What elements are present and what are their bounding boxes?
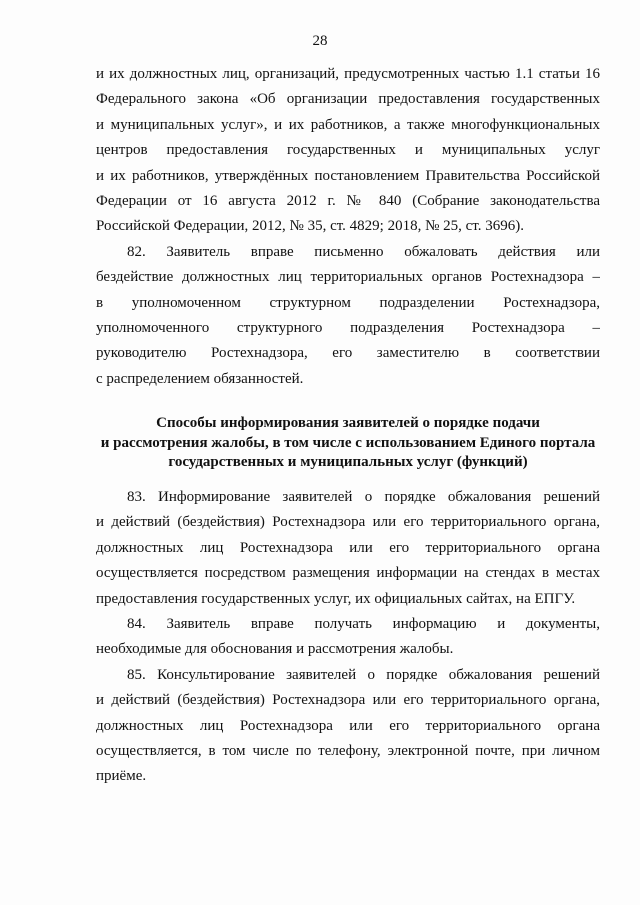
text-line: в уполномоченном структурном подразделении Ростехнадзора, xyxy=(96,294,600,311)
paragraph-83 xyxy=(96,485,600,612)
text-line: должностных лиц Ростехнадзора или его территориального органа xyxy=(96,717,600,734)
text-line: и муниципальных услуг», и их работников, а также многофункциональных xyxy=(96,116,600,133)
text-line: и их должностных лиц, организаций, предусмотренных частью 1.1 статьи 16 xyxy=(96,66,600,82)
text-line: бездействие должностных лиц территориальных органов Ростехнадзора – xyxy=(96,269,600,286)
heading-line: государственных и муниципальных услуг (функций) xyxy=(168,454,528,470)
text-line: осуществляется посредством размещения информации на стендах в местах xyxy=(96,565,600,582)
text-line: 82. Заявитель вправе письменно обжаловать действия или xyxy=(127,243,600,260)
text-line: уполномоченного структурного подразделения Ростехнадзора – xyxy=(96,319,600,336)
text-line: должностных лиц Ростехнадзора или его территориального органа xyxy=(96,539,600,556)
text-line: и действий (бездействия) Ростехнадзора или его территориального органа, xyxy=(96,692,600,709)
text-line: приёме. xyxy=(96,768,147,785)
text-line: предоставления государственных услуг, их официальных сайтах, на ЕПГУ. xyxy=(96,590,576,607)
text-line: руководителю Ростехнадзора, его заместителю в соответствии xyxy=(96,345,600,362)
text-line: Российской Федерации, 2012, № 35, ст. 4829; 2018, № 25, ст. 3696). xyxy=(96,218,524,235)
heading-line: Способы информирования заявителей о порядке подачи xyxy=(156,415,540,431)
text-line: 84. Заявитель вправе получать информацию и документы, xyxy=(127,615,600,632)
paragraph-84 xyxy=(96,612,600,663)
text-line: осуществляется, в том числе по телефону, электронной почте, при личном xyxy=(96,742,600,759)
text-line: и их работников, утверждённых постановлением Правительства Российской xyxy=(96,167,600,184)
paragraph-85 xyxy=(96,663,600,790)
page-number: 28 xyxy=(312,33,328,49)
text-line: Федерации от 16 августа 2012 г. № 840 (Собрание законодательства xyxy=(96,192,600,209)
paragraph-82 xyxy=(96,240,600,392)
heading-line: и рассмотрения жалобы, в том числе с использованием Единого портала xyxy=(100,434,596,451)
paragraph-81-continuation xyxy=(96,62,600,240)
text-line: 83. Информирование заявителей о порядке обжалования решений xyxy=(127,489,600,505)
section-heading xyxy=(96,414,600,473)
text-line: 85. Консультирование заявителей о порядке обжалования решений xyxy=(127,666,600,683)
text-line: Федерального закона «Об организации предоставления государственных xyxy=(96,91,600,108)
body-text-top xyxy=(96,62,600,392)
text-line: центров предоставления государственных и муниципальных услуг xyxy=(96,142,600,159)
text-line: и действий (бездействия) Ростехнадзора или его территориального органа, xyxy=(96,514,600,531)
text-line: необходимые для обоснования и рассмотрения жалобы. xyxy=(96,641,454,658)
text-line: с распределением обязанностей. xyxy=(96,370,304,387)
body-text-bottom xyxy=(96,485,600,790)
